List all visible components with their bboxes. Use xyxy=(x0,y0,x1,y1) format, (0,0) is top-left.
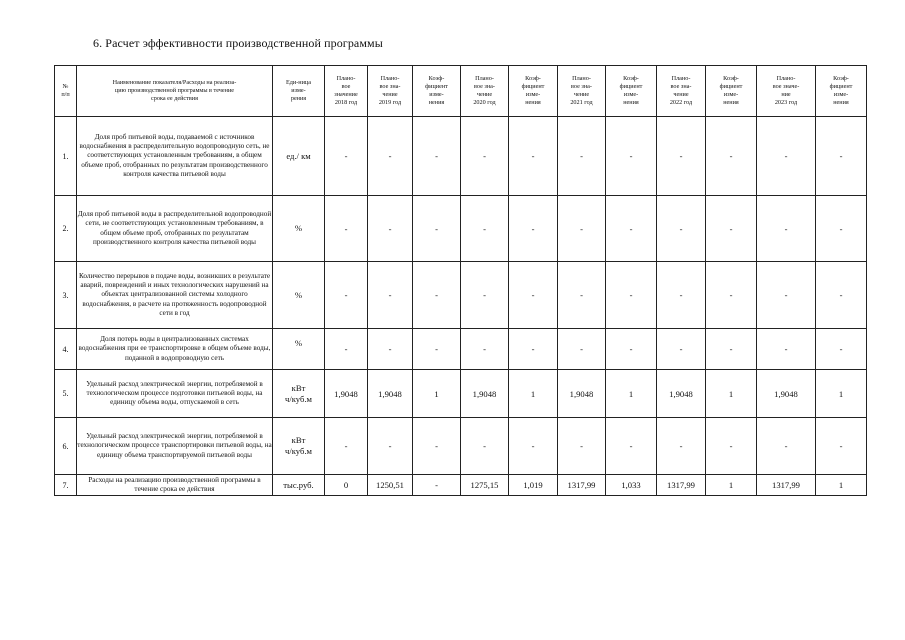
indicator-name: Удельный расход электрической энергии, потребляемой в технологическом процессе транспортировки питьевой воды, на единицу объема транспортируемой питьевой воды xyxy=(77,418,273,475)
header-coef-2020: Коэф- фициент изме- нения xyxy=(509,66,558,117)
value-cell: - xyxy=(325,329,368,370)
value-cell: - xyxy=(816,262,867,329)
unit-cell: кВт ч/куб.м xyxy=(273,370,325,418)
row-number: 3. xyxy=(55,262,77,329)
value-cell: - xyxy=(461,329,509,370)
indicator-name: Удельный расход электрической энергии, потребляемой в технологическом процессе подготовки питьевой воды, на единицу объема воды, отпускаемой в сеть xyxy=(77,370,273,418)
value-cell: - xyxy=(606,196,657,262)
value-cell: 1 xyxy=(816,475,867,496)
table-row xyxy=(55,262,867,329)
value-cell: 1,9048 xyxy=(558,370,606,418)
value-cell: - xyxy=(606,262,657,329)
value-cell: 1 xyxy=(706,475,757,496)
value-cell: - xyxy=(558,418,606,475)
header-plan-2022: Плано- вое зна- чение 2022 год xyxy=(657,66,706,117)
value-cell: - xyxy=(325,262,368,329)
value-cell: 1,9048 xyxy=(757,370,816,418)
value-cell: 1 xyxy=(816,370,867,418)
unit-cell: кВт ч/куб.м xyxy=(273,418,325,475)
value-cell: - xyxy=(368,262,413,329)
value-cell: - xyxy=(325,418,368,475)
value-cell: - xyxy=(657,329,706,370)
row-number: 4. xyxy=(55,329,77,370)
indicator-name: Количество перерывов в подаче воды, возникших в результате аварий, повреждений и иных технологических нарушений на объектах централизованной системы холодного водоснабжения, в расчете на протяженность водопроводной сети в год xyxy=(77,262,273,329)
row-number: 6. xyxy=(55,418,77,475)
value-cell: - xyxy=(657,262,706,329)
value-cell: - xyxy=(706,196,757,262)
value-cell: - xyxy=(461,262,509,329)
value-cell: - xyxy=(368,196,413,262)
value-cell: 1317,99 xyxy=(657,475,706,496)
value-cell: - xyxy=(757,418,816,475)
value-cell: - xyxy=(461,418,509,475)
header-plan-2021: Плано- вое зна- чение 2021 год xyxy=(558,66,606,117)
value-cell: - xyxy=(816,418,867,475)
value-cell: 1 xyxy=(706,370,757,418)
value-cell: - xyxy=(606,117,657,196)
indicator-name: Расходы на реализацию производственной программы в течение срока ее действия xyxy=(77,475,273,496)
value-cell: 1,9048 xyxy=(325,370,368,418)
value-cell: - xyxy=(558,262,606,329)
efficiency-table xyxy=(54,65,867,496)
header-unit: Еди-ница изме- рения xyxy=(273,66,325,117)
value-cell: - xyxy=(509,196,558,262)
header-coef-2023: Коэф- фициент изме- нения xyxy=(816,66,867,117)
table-row xyxy=(55,329,867,370)
row-number: 1. xyxy=(55,117,77,196)
header-coef-2022: Коэф- фициент изме- нения xyxy=(706,66,757,117)
value-cell: - xyxy=(606,418,657,475)
value-cell: - xyxy=(413,196,461,262)
value-cell: - xyxy=(757,196,816,262)
value-cell: 1 xyxy=(413,370,461,418)
table-row xyxy=(55,475,867,496)
value-cell: - xyxy=(816,117,867,196)
value-cell: - xyxy=(325,196,368,262)
value-cell: - xyxy=(368,418,413,475)
value-cell: - xyxy=(558,329,606,370)
header-coef-2021: Коэф- фициент изме- нения xyxy=(606,66,657,117)
value-cell: - xyxy=(606,329,657,370)
value-cell: 1317,99 xyxy=(558,475,606,496)
value-cell: 1 xyxy=(509,370,558,418)
value-cell: 1275,15 xyxy=(461,475,509,496)
value-cell: - xyxy=(816,329,867,370)
section-title: 6. Расчет эффективности производственной программы xyxy=(93,36,383,50)
header-plan-2018: Плано- вое значение 2018 год xyxy=(325,66,368,117)
header-plan-2019: Плано- вое зна- чение 2019 год xyxy=(368,66,413,117)
unit-cell: тыс.руб. xyxy=(273,475,325,496)
indicator-name: Доля проб питьевой воды в распределительной водопроводной сети, не соответствующих установленным требованиям, в общем объеме проб, отобранных по результатам производственного контроля качества питьевой воды xyxy=(77,196,273,262)
value-cell: - xyxy=(509,262,558,329)
header-indicator-name: Наименование показателя/Расходы на реализа- цию производственной программы в течение срока ее действия xyxy=(77,66,273,117)
value-cell: 1,9048 xyxy=(368,370,413,418)
value-cell: - xyxy=(757,329,816,370)
table-row xyxy=(55,117,867,196)
row-number: 2. xyxy=(55,196,77,262)
header-row xyxy=(55,66,867,117)
unit-cell: ед./ км xyxy=(273,117,325,196)
value-cell: - xyxy=(657,418,706,475)
header-number: № п/п xyxy=(55,66,77,117)
unit-cell: % xyxy=(273,329,325,370)
value-cell: - xyxy=(509,418,558,475)
value-cell: - xyxy=(368,117,413,196)
value-cell: - xyxy=(413,117,461,196)
value-cell: - xyxy=(706,418,757,475)
row-number: 5. xyxy=(55,370,77,418)
value-cell: 1,9048 xyxy=(657,370,706,418)
value-cell: - xyxy=(757,117,816,196)
table-row xyxy=(55,418,867,475)
value-cell: - xyxy=(413,418,461,475)
value-cell: 0 xyxy=(325,475,368,496)
value-cell: 1,9048 xyxy=(461,370,509,418)
value-cell: - xyxy=(368,329,413,370)
unit-cell: % xyxy=(273,196,325,262)
value-cell: - xyxy=(816,196,867,262)
value-cell: - xyxy=(413,262,461,329)
value-cell: 1317,99 xyxy=(757,475,816,496)
header-plan-2023: Плано- вое значе- ние 2023 год xyxy=(757,66,816,117)
value-cell: - xyxy=(413,329,461,370)
value-cell: 1,019 xyxy=(509,475,558,496)
value-cell: - xyxy=(757,262,816,329)
value-cell: - xyxy=(509,117,558,196)
header-plan-2020: Плано- вое зна- чение 2020 год xyxy=(461,66,509,117)
value-cell: - xyxy=(706,117,757,196)
indicator-name: Доля потерь воды в централизованных системах водоснабжения при ее транспортировке в общем объеме воды, поданной в водопроводную сеть xyxy=(77,329,273,370)
value-cell: 1,033 xyxy=(606,475,657,496)
unit-cell: % xyxy=(273,262,325,329)
table-row xyxy=(55,196,867,262)
value-cell: - xyxy=(706,329,757,370)
value-cell: - xyxy=(558,117,606,196)
header-coef-2019: Коэф- фициент изме- нения xyxy=(413,66,461,117)
value-cell: 1 xyxy=(606,370,657,418)
value-cell: - xyxy=(706,262,757,329)
value-cell: - xyxy=(461,117,509,196)
table-row xyxy=(55,370,867,418)
value-cell: 1250,51 xyxy=(368,475,413,496)
value-cell: - xyxy=(509,329,558,370)
indicator-name: Доля проб питьевой воды, подаваемой с источников водоснабжения в распределительную водопроводную сеть, не соответствующих установленным требованиям, в общем объеме проб, отобранных по результатам производственного контроля качества питьевой воды xyxy=(77,117,273,196)
value-cell: - xyxy=(657,196,706,262)
value-cell: - xyxy=(558,196,606,262)
row-number: 7. xyxy=(55,475,77,496)
value-cell: - xyxy=(413,475,461,496)
value-cell: - xyxy=(461,196,509,262)
value-cell: - xyxy=(325,117,368,196)
value-cell: - xyxy=(657,117,706,196)
